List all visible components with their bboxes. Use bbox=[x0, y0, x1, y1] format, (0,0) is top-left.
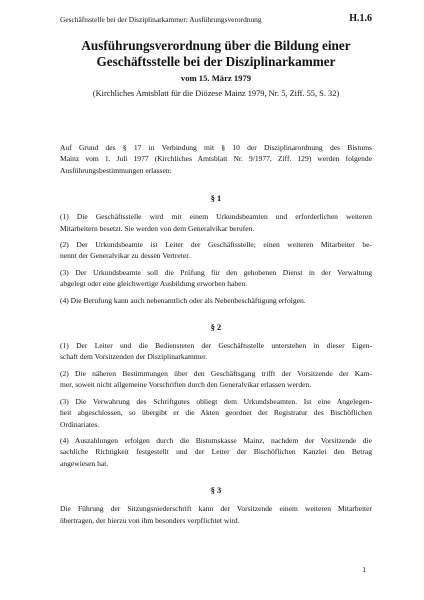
paragraph-line: (2) Der Urkundsbeamte ist Leiter der Geschäftsstelle; einen weiteren Mitarbeiter be- bbox=[60, 240, 372, 250]
document-source: (Kirchliches Amtsblatt für die Diözese Mainz 1979, Nr. 5, Ziff. 55, S. 32) bbox=[92, 89, 340, 98]
document-code: H.1.6 bbox=[349, 13, 372, 24]
section-paragraph bbox=[60, 211, 372, 234]
intro-line: Mainz vom 1. Juli 1977 (Kirchliches Amtsblatt Nr. 9/1977, Ziff. 129) werden folgende bbox=[60, 154, 372, 164]
paragraph-line: (4) Auszahlungen erfolgen durch die Bistumskasse Mainz, nachdem der Vorsitzende die bbox=[60, 435, 372, 445]
paragraph-line: übertragen, der hierzu von ihm besonders verpflichtet wird. bbox=[60, 515, 240, 525]
document-title-line-1: Ausführungsverordnung über die Bildung einer bbox=[81, 38, 351, 53]
section-paragraph bbox=[60, 503, 372, 526]
paragraph-line: schaft dem Vorsitzenden der Disziplinarkammer. bbox=[60, 352, 208, 362]
section-paragraph bbox=[60, 340, 372, 363]
paragraph-line: mer, soweit nicht allgemeine Vorschriften durch den Generalvikar erlassen werden. bbox=[60, 380, 312, 390]
paragraph-line: heit abgeschlossen, so übergibt er die Akten geordnet der Registratur des Bischöflichen bbox=[60, 408, 372, 418]
section-paragraph bbox=[60, 267, 372, 290]
paragraph-line: (3) Der Urkundsbeamte soll die Prüfung für den gehobenen Dienst in der Verwaltung bbox=[60, 267, 372, 277]
document-title-line-2: Geschäftsstelle bei der Disziplinarkammer bbox=[96, 54, 336, 69]
document-date: vom 15. März 1979 bbox=[180, 73, 252, 83]
section-paragraph bbox=[60, 239, 372, 262]
paragraph-line: (1) Die Geschäftsstelle wird mit einem Urkundsbeamten und erforderlichen weiteren bbox=[60, 212, 372, 222]
section-heading: § 2 bbox=[210, 323, 222, 333]
section-paragraph bbox=[60, 295, 372, 306]
paragraph-line: (3) Die Verwahrung des Schriftgutes obliegt dem Urkundsbeamten. Ist eine Angelegen- bbox=[60, 396, 372, 406]
intro-paragraph bbox=[60, 142, 372, 176]
paragraph-line: abgelegt oder eine gleichwertige Ausbildung erworben haben. bbox=[60, 279, 248, 289]
intro-line: Ausführungsbestimmungen erlassen: bbox=[60, 165, 172, 175]
page-number: 1 bbox=[362, 565, 366, 574]
running-header: Geschäftsstelle bei der Disziplinarkammer: Ausführungsverordnung bbox=[60, 15, 262, 24]
paragraph-line: (2) Die näheren Bestimmungen über den Geschäftsgang trifft der Vorsitzende der Kam- bbox=[60, 368, 372, 378]
paragraph-line: Ordinariates. bbox=[60, 419, 100, 429]
paragraph-line: (4) Die Berufung kann auch nebenamtlich oder als Nebenbeschäftigung erfolgen. bbox=[60, 295, 306, 305]
document-body bbox=[60, 142, 372, 531]
section-heading: § 3 bbox=[210, 486, 222, 496]
paragraph-line: angewiesen hat. bbox=[60, 458, 109, 468]
section-paragraph bbox=[60, 368, 372, 391]
paragraph-line: Mitarbeitern besetzt. Sie werden von dem Generalvikar berufen. bbox=[60, 223, 255, 233]
paragraph-line: (1) Der Leiter und die Bediensteten der Geschäftsstelle unterstehen in dieser Eigen- bbox=[60, 341, 372, 351]
section-paragraph bbox=[60, 396, 372, 430]
paragraph-line: Die Führung der Sitzungsniederschrift kann der Vorsitzende einem weiteren Mitarbeiter bbox=[60, 504, 372, 514]
section-paragraph bbox=[60, 435, 372, 469]
title-block bbox=[60, 38, 372, 99]
section-heading: § 1 bbox=[210, 194, 222, 204]
intro-line: Auf Grund des § 17 in Verbindung mit § 10 der Disziplinarordnung des Bistums bbox=[60, 143, 372, 152]
paragraph-line: nennt der Generalvikar zu dessen Vertreter. bbox=[60, 251, 191, 261]
paragraph-line: sachliche Richtigkeit festgestellt und der Leiter der Bischöflichen Kanzlei den Betrag bbox=[60, 447, 372, 457]
